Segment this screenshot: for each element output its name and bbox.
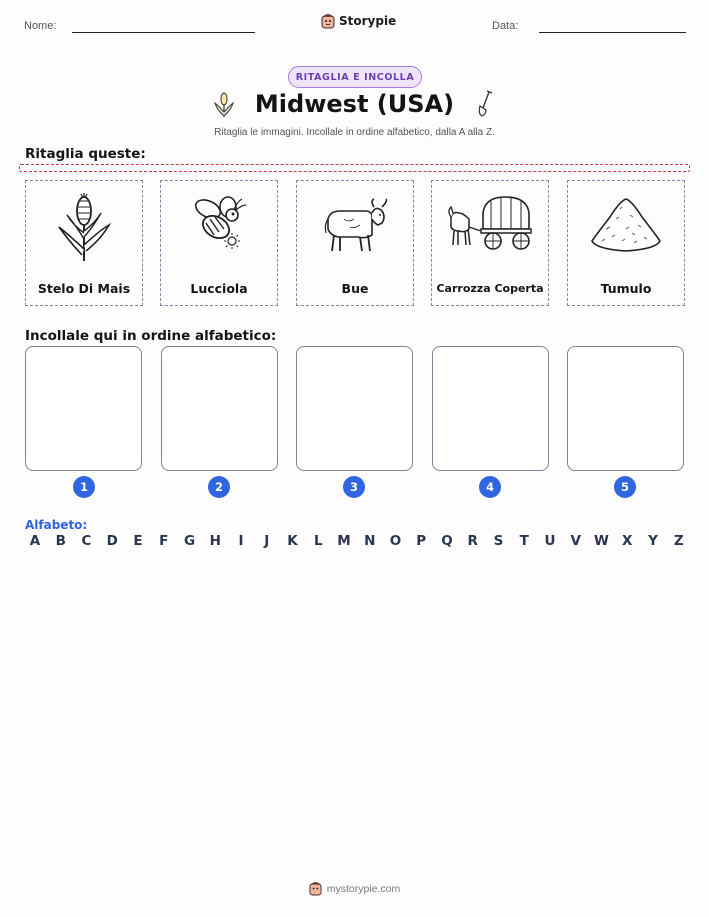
card-label: Stelo Di Mais	[37, 281, 131, 296]
alphabet-letter: O	[389, 533, 402, 549]
alphabet-letter: Z	[673, 533, 684, 549]
covered-wagon-icon	[445, 189, 535, 263]
cut-card-covered-wagon[interactable]	[431, 180, 549, 306]
alphabet-letter: T	[519, 533, 529, 549]
storypie-mascot-icon	[321, 13, 335, 29]
alphabet-row	[27, 533, 687, 549]
alphabet-letter: K	[287, 533, 298, 549]
alphabet-letter: N	[364, 533, 376, 549]
alphabet-letter: E	[133, 533, 143, 549]
instructions: Ritaglia le immagini. Incollale in ordine alfabetico, dalla A alla Z.	[214, 127, 495, 138]
alphabet-letter: U	[544, 533, 556, 549]
alphabet-letter: B	[55, 533, 66, 549]
alphabet-letter: L	[313, 533, 323, 549]
slot-number-2: 2	[208, 476, 230, 498]
cut-card-corn-stalk[interactable]	[25, 180, 143, 306]
paste-slot-1[interactable]	[25, 346, 142, 471]
ox-icon	[320, 189, 390, 263]
alphabet-letter: R	[467, 533, 478, 549]
alphabet-letter: Q	[441, 533, 453, 549]
alphabet-letter: F	[159, 533, 169, 549]
alphabet-letter: I	[238, 533, 244, 549]
cut-card-ox[interactable]	[296, 180, 414, 306]
shovel-icon	[474, 90, 496, 118]
paste-slot-2[interactable]	[161, 346, 278, 471]
alphabet-letter: Y	[648, 533, 658, 549]
alphabet-title: Alfabeto:	[25, 518, 88, 532]
page-title: Midwest (USA)	[254, 90, 455, 118]
card-label: Tumulo	[600, 281, 652, 296]
firefly-icon	[184, 189, 254, 263]
cut-section-heading: Ritaglia queste:	[25, 146, 146, 162]
corn-icon	[213, 90, 235, 118]
alphabet-letter: W	[594, 533, 609, 549]
brand-name: Storypie	[339, 14, 397, 28]
footer-url[interactable]: mystorypie.com	[326, 882, 401, 895]
alphabet-letter: H	[209, 533, 221, 549]
alphabet-letter: J	[264, 533, 270, 549]
corn-stalk-icon	[49, 189, 119, 263]
name-label: Nome:	[24, 20, 57, 32]
paste-slot-4[interactable]	[432, 346, 549, 471]
date-label: Data:	[492, 20, 519, 32]
card-label: Carrozza Coperta	[436, 282, 544, 295]
title-row	[0, 90, 709, 118]
alphabet-letter: X	[622, 533, 633, 549]
footer	[0, 881, 709, 896]
alphabet-letter: V	[570, 533, 581, 549]
alphabet-letter: S	[493, 533, 504, 549]
storypie-mascot-icon	[309, 881, 322, 896]
alphabet-letter: D	[106, 533, 118, 549]
card-label: Lucciola	[190, 281, 248, 296]
card-label: Bue	[341, 281, 369, 296]
alphabet-letter: G	[183, 533, 196, 549]
cut-card-mound[interactable]	[567, 180, 685, 306]
brand-logo	[321, 13, 396, 29]
alphabet-letter: A	[29, 533, 41, 549]
alphabet-letter: C	[81, 533, 92, 549]
alphabet-letter: M	[337, 533, 351, 549]
date-line[interactable]	[539, 32, 686, 33]
slot-number-5: 5	[614, 476, 636, 498]
paste-slot-3[interactable]	[296, 346, 413, 471]
cut-card-firefly[interactable]	[160, 180, 278, 306]
mound-icon	[586, 189, 666, 263]
slot-number-4: 4	[479, 476, 501, 498]
activity-badge: RITAGLIA E INCOLLA	[288, 66, 422, 88]
paste-section-heading: Incollale qui in ordine alfabetico:	[25, 328, 277, 344]
slot-number-1: 1	[73, 476, 95, 498]
name-line[interactable]	[72, 32, 255, 33]
paste-slot-5[interactable]	[567, 346, 684, 471]
cut-line	[19, 164, 690, 172]
alphabet-letter: P	[416, 533, 427, 549]
slot-number-3: 3	[343, 476, 365, 498]
